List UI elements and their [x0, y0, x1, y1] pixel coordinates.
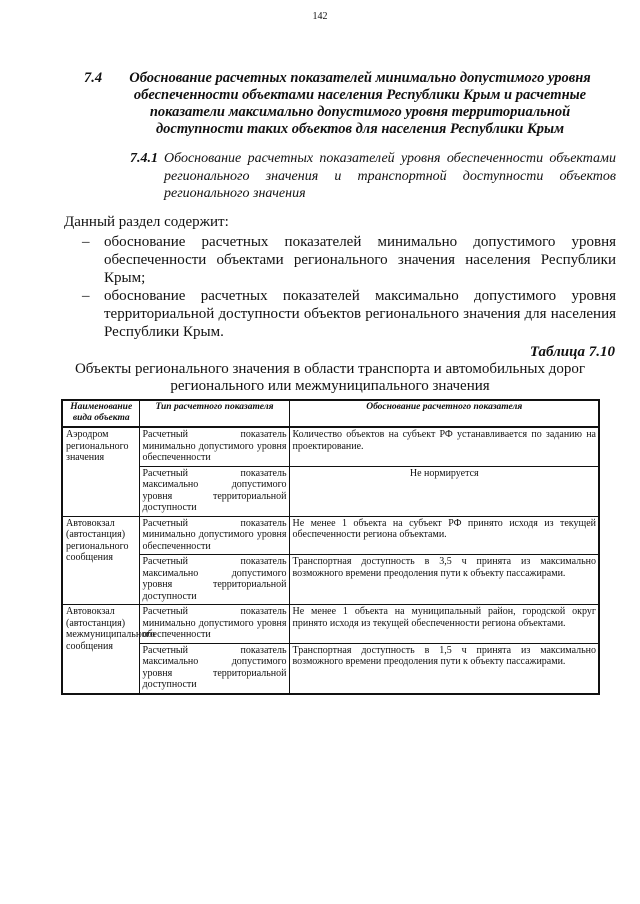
- bullet-list: [82, 233, 616, 341]
- basis-cell: Не менее 1 объекта на субъект РФ принято исходя из текущей обеспеченности региона объектами.: [289, 516, 599, 555]
- subsection-heading: [130, 150, 616, 203]
- header-object: Наименование вида объекта: [62, 400, 139, 427]
- type-cell: Расчетный показатель минимально допустимого уровня обеспеченности: [139, 427, 289, 466]
- basis-cell: Не нормируется: [289, 466, 599, 516]
- basis-cell: Количество объектов на субъект РФ устанавливается по заданию на проектирование.: [289, 427, 599, 466]
- table-row: [62, 466, 599, 516]
- table-row: [62, 605, 599, 644]
- type-cell: Расчетный показатель минимально допустимого уровня обеспеченности: [139, 605, 289, 644]
- basis-cell: Транспортная доступность в 1,5 ч принята из максимально возможного времени преодоления пути к объекту пассажирами.: [289, 643, 599, 694]
- subsection-title: Обоснование расчетных показателей уровня обеспеченности объектами регионального значения и транспортной доступности объектов регионального значения: [164, 151, 616, 201]
- data-table: [61, 399, 600, 695]
- type-cell: Расчетный показатель максимально допустимого уровня территориальной доступности: [139, 643, 289, 694]
- list-item-text: обоснование расчетных показателей максимально допустимого уровня территориальной доступности объектов регионального значения для населения Республики Крым.: [104, 288, 616, 340]
- section-number: 7.4: [84, 70, 103, 86]
- section-title: Обоснование расчетных показателей минимально допустимого уровня обеспеченности объектами населения Республики Крым и расчетные показатели максимально допустимого уровня территориальной доступности таких объектов для населения Республики Крым: [129, 70, 591, 137]
- object-cell: Автовокзал (автостанция) межмуниципального сообщения: [62, 605, 139, 694]
- header-basis: Обоснование расчетного показателя: [289, 400, 599, 427]
- table-caption: Объекты регионального значения в области транспорта и автомобильных дорог регионального или межмуниципального значения: [74, 361, 586, 394]
- subsection-number: 7.4.1: [130, 151, 158, 166]
- table-row: [62, 555, 599, 605]
- list-item: – обоснование расчетных показателей максимально допустимого уровня территориальной доступности объектов регионального значения для населения Республики Крым.: [82, 288, 616, 340]
- basis-cell: Транспортная доступность в 3,5 ч принята из максимально возможного времени преодоления пути к объекту пассажирами.: [289, 555, 599, 605]
- object-cell: Автовокзал (автостанция) регионального сообщения: [62, 516, 139, 605]
- type-cell: Расчетный показатель максимально допустимого уровня территориальной доступности: [139, 555, 289, 605]
- intro-text: Данный раздел содержит:: [64, 214, 229, 230]
- table-label: Таблица 7.10: [529, 344, 615, 360]
- type-cell: Расчетный показатель минимально допустимого уровня обеспеченности: [139, 516, 289, 555]
- list-item: – обоснование расчетных показателей минимально допустимого уровня обеспеченности объектами регионального значения населения Республики Крым;: [82, 234, 616, 286]
- basis-cell: Не менее 1 объекта на муниципальный район, городской округ принято исходя из текущей обеспеченности региона объектами.: [289, 605, 599, 644]
- list-item-text: обоснование расчетных показателей минимально допустимого уровня обеспеченности объектами регионального значения населения Республики Крым;: [104, 234, 616, 286]
- table-row: [62, 516, 599, 555]
- page-number: 142: [312, 11, 328, 22]
- header-type: Тип расчетного показателя: [139, 400, 289, 427]
- type-cell: Расчетный показатель максимально допустимого уровня территориальной доступности: [139, 466, 289, 516]
- table-row: [62, 427, 599, 466]
- object-cell: Аэродром регионального значения: [62, 427, 139, 516]
- section-heading: [84, 70, 602, 138]
- table-row: [62, 643, 599, 694]
- table-header-row: [62, 400, 599, 427]
